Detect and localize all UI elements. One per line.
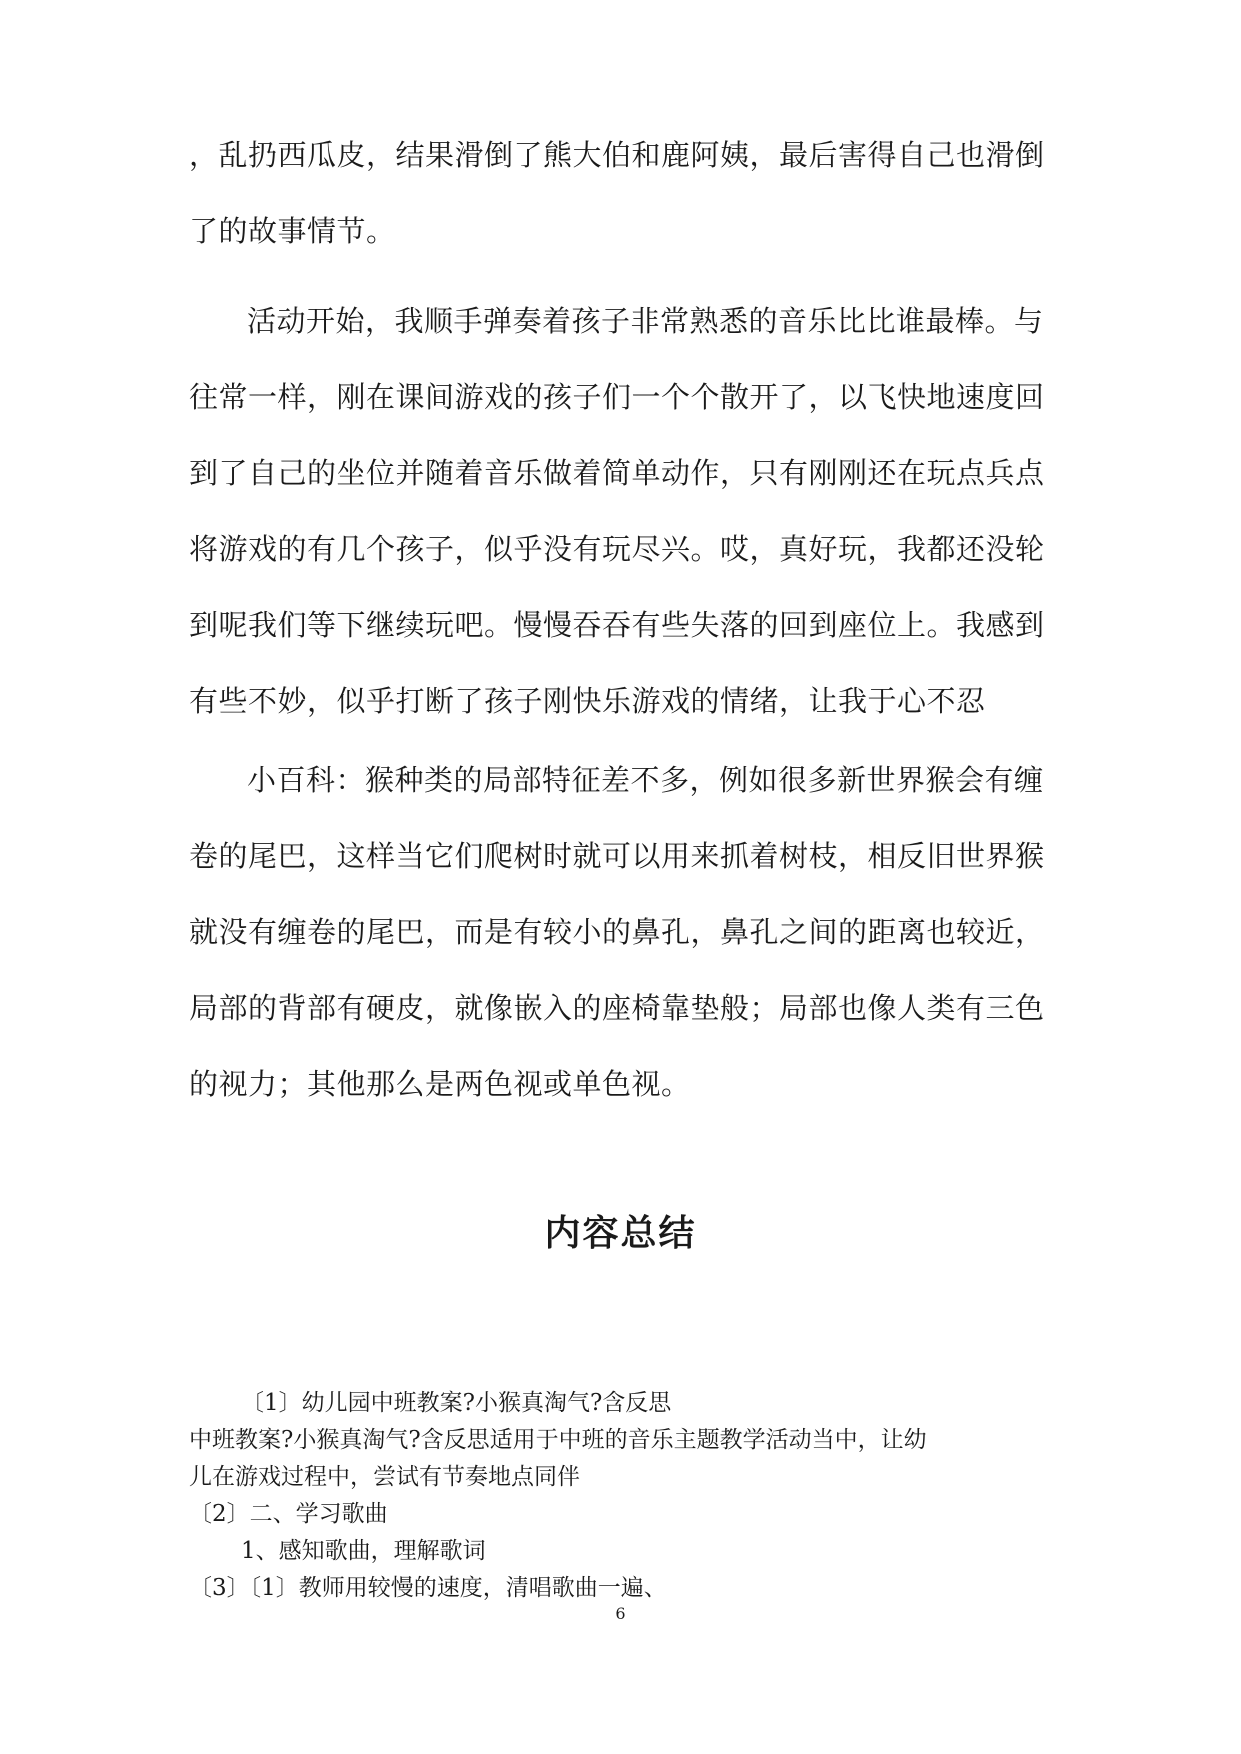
page-number: 6 xyxy=(615,1604,626,1623)
text-line: 卷的尾巴，这样当它们爬树时就可以用来抓着树枝，相反旧世界猴 xyxy=(189,839,1045,873)
summary-line: 〔2〕二、学习歌曲 xyxy=(189,1501,388,1527)
text-line: 局部的背部有硬皮，就像嵌入的座椅靠垫般；局部也像人类有三色 xyxy=(189,991,1045,1025)
text-line: 往常一样，刚在课间游戏的孩子们一个个散开了，以飞快地速度回 xyxy=(189,380,1045,414)
text-line: 到了自己的坐位并随着音乐做着简单动作，只有刚刚还在玩点兵点 xyxy=(189,456,1045,490)
text-line: ，乱扔西瓜皮，结果滑倒了熊大伯和鹿阿姨，最后害得自己也滑倒 xyxy=(189,138,1045,172)
summary-line: 1、感知歌曲，理解歌词 xyxy=(241,1538,486,1564)
text-line: 到呢我们等下继续玩吧。慢慢吞吞有些失落的回到座位上。我感到 xyxy=(189,608,1045,642)
section-heading: 内容总结 xyxy=(544,1213,697,1254)
text-line: 就没有缠卷的尾巴，而是有较小的鼻孔，鼻孔之间的距离也较近， xyxy=(189,915,1045,949)
summary-block xyxy=(189,1385,1059,1607)
summary-line: 中班教案?小猴真淘气?含反思适用于中班的音乐主题教学活动当中，让幼 xyxy=(189,1427,927,1453)
text-line: 有些不妙，似乎打断了孩子刚快乐游戏的情绪，让我于心不忍 xyxy=(189,684,986,718)
text-line: 活动开始，我顺手弹奏着孩子非常熟悉的音乐比比谁最棒。与 xyxy=(247,304,1044,338)
summary-line: 〔1〕幼儿园中班教案?小猴真淘气?含反思 xyxy=(241,1390,672,1416)
text-line: 小百科：猴种类的局部特征差不多，例如很多新世界猴会有缠 xyxy=(247,763,1044,797)
text-line: 将游戏的有几个孩子，似乎没有玩尽兴。哎，真好玩，我都还没轮 xyxy=(189,532,1045,566)
paragraph-2 xyxy=(189,283,1045,739)
paragraph-3 xyxy=(189,742,1045,1122)
summary-line: 〔3〕〔1〕教师用较慢的速度，清唱歌曲一遍、 xyxy=(189,1575,667,1601)
text-line: 的视力；其他那么是两色视或单色视。 xyxy=(189,1067,691,1101)
paragraph-1 xyxy=(189,117,1045,269)
text-line: 了的故事情节。 xyxy=(189,214,396,248)
summary-line: 儿在游戏过程中，尝试有节奏地点同伴 xyxy=(189,1464,580,1490)
